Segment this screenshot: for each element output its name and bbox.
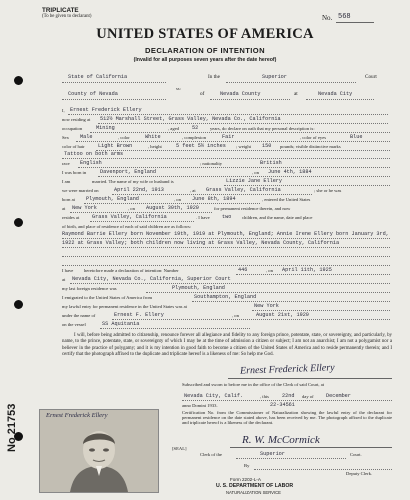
vessel: SS Aquitania bbox=[102, 321, 140, 327]
clerk-court-label: Court. bbox=[350, 452, 362, 457]
children-count: two bbox=[222, 214, 232, 220]
declarant-name: Ernest Frederick Ellery bbox=[70, 107, 142, 113]
color: White bbox=[145, 134, 161, 140]
age: 52 bbox=[192, 125, 199, 131]
declarant-signature: Ernest Frederick Ellery bbox=[239, 362, 335, 377]
photo-portrait bbox=[40, 410, 158, 492]
spouse-entry-date: August 30th, 1920 bbox=[146, 205, 199, 211]
lawful-entry-port: New York bbox=[254, 303, 279, 309]
declaration-document: TRIPLICATE (To be given to declarant) No. 568 UNITED STATES OF AMERICA DECLARATION OF INTENTION (Invalid for all purposes seven years after the date hereof) State of California County of Nevada ss: In the Superior Court of Nevada County at Nevada City I, Ernest Frederick Ellery now residing at 512½ Marshall Street, Grass Valley, Nevada Co., California occupation Mining , aged 52 years, do declare on oath that my personal description is: Sex Male , color White , complexion Fair , color of eyes Blue color of hair Light Brown , height 5 feet 5½ inches ; weight 150 pounds; visible distinctive marks Tattoo on both arms race English ; nationality British I was born in Davenport, England , on June 4th, 1884 I am married. The name of my wife or husband is Lizzie Jane Ellery we were married on April 22nd, 1913 , at Grass Valley, California ; she or he was born at Plymouth, England , on June 8th, 1894 , entered the United States at New York , on August 30th, 1920 for permanent residence therein, and now resides at Grass Valley, California . I have two children, and the name, date and place of birth, and place of residence of each of said children are as follows: Raymond Barrie Ellery born November 19th, 1919 at Plymouth, England; Annie Irene Ellery born January 3rd, 1922 at Grass Valley; both children now living at Grass Valley, Nevada County, California I have heretofore made a declaration of intention: Number 446 , on April 11th, 1925 at Nevada City, Nevada Co., California, Superior Court my last foreign residence was Plymouth, England I emigrated to the United States of America from Southampton, England my lawful entry for permanent residence in the United States was at New York under the name of Ernest F. Ellery , on August 21st, 1920 on the vessel SS Aquitania I will, before being admitted to citizenship, renounce forever all allegiance and fidelity to any foreign prince, potentate, state, or sovereignty, and particularly, by name, to the prince, potentate, state, or sovereignty of which I may be at the time of admission a citizen or subject; I am not an anarchist; I am not a polygamist nor a believer in the practice of polygamy; and it is my intention in good faith to become a citizen of the United States of America and to reside permanently therein; and I certify that the photograph affixed to the duplicate and triplicate hereof is a likeness of me: So help me God. Ernest Frederick Ellery Subscribed and sworn to before me in the office of the Clerk of said Court, at Nevada City, Calif. , this 22nd day of December anno Domini 1933. 22-34561 Certification No. from the Commissioner of Naturalization showing the lawful entry of the declarant for permanent residence on the date stated above, has been received by me. The photograph affixed to the duplicate and triplicate hereof is a likeness of the declarant. Ernest Frederick Ellery [SEAL] R. W. McCormick Clerk of the Superior Court. By Deputy Clerk. Form 2202-L-A U. S. DEPARTMENT OF LABOR NATURALIZATION SERVICE No 21753 bbox=[0, 0, 410, 500]
in-the-label: In the bbox=[208, 74, 220, 80]
weight: 150 bbox=[262, 143, 272, 149]
serial-prefix: No bbox=[6, 437, 18, 452]
document-subtitle: DECLARATION OF INTENTION bbox=[145, 46, 265, 55]
serial-number bbox=[6, 392, 20, 452]
of-label: of bbox=[200, 91, 205, 97]
spouse-entry-port: New York bbox=[72, 205, 97, 211]
spouse-birth-date: June 8th, 1894 bbox=[192, 196, 236, 202]
punch-hole bbox=[14, 76, 23, 85]
previous-declaration-date: April 11th, 1925 bbox=[282, 267, 332, 273]
at-label: at bbox=[294, 91, 298, 97]
children-details: Raymond Barrie Ellery born November 19th, 1919 at Plymouth, England; Annie Irene Ellery born January 3rd, 1922 at Grass Valley; both children now living at Grass Valley, Nevada County, California bbox=[62, 231, 389, 246]
court-label: Court bbox=[365, 74, 377, 80]
declarant-photo bbox=[39, 409, 159, 493]
venue-city: Nevada City bbox=[318, 91, 353, 97]
marriage-place: Grass Valley, California bbox=[206, 187, 281, 193]
hair: Light Brown bbox=[98, 143, 133, 149]
spouse-birthplace: Plymouth, England bbox=[86, 196, 139, 202]
validity-note: (Invalid for all purposes seven years after the date hereof) bbox=[133, 57, 277, 63]
document-title: UNITED STATES OF AMERICA bbox=[96, 26, 314, 42]
lawful-entry-name: Ernest F. Ellery bbox=[114, 312, 164, 318]
anno-domini: anno Domini 1933. bbox=[182, 403, 218, 408]
venue-court-county: Nevada County bbox=[220, 91, 261, 97]
venue-county: County of Nevada bbox=[68, 91, 118, 97]
subscribed-text: Subscribed and sworn to before me in the office of the Clerk of said Court, at bbox=[182, 382, 325, 387]
punch-hole bbox=[14, 300, 23, 309]
service-label: NATURALIZATION SERVICE bbox=[226, 490, 281, 495]
certification-number: 22-34561 bbox=[270, 402, 295, 408]
complexion: Fair bbox=[222, 134, 235, 140]
birthplace: Davenport, England bbox=[100, 169, 157, 175]
emigration-port: Southampton, England bbox=[194, 294, 257, 300]
triplicate-label: TRIPLICATE bbox=[42, 7, 79, 14]
lawful-entry-date: August 21st, 1920 bbox=[256, 312, 309, 318]
distinctive-marks: Tattoo on both arms bbox=[64, 151, 124, 157]
previous-declaration-place: Nevada City, Nevada Co., California, Superior Court bbox=[72, 276, 231, 282]
clerk-court: Superior bbox=[260, 451, 285, 457]
spouse-name: Lizzie Jane Ellery bbox=[226, 178, 283, 184]
form-number: Form 2202-L-A bbox=[230, 477, 261, 482]
deputy-label: Deputy Clerk. bbox=[346, 471, 373, 476]
seal-label: [SEAL] bbox=[172, 446, 187, 451]
sex: Male bbox=[80, 134, 93, 140]
marriage-date: April 22nd, 1913 bbox=[114, 187, 164, 193]
previous-declaration-number: 446 bbox=[238, 267, 248, 273]
race: English bbox=[80, 160, 102, 166]
intent-paragraph: I will, before being admitted to citizenship, renounce forever all allegiance and fidelity to any foreign prince, potentate, state, or sovereignty, and particularly, by name, to the prince, potentate, state, or sovereignty of which I may be at the time of admission a citizen or subject; I am not an anarchist; I am not a polygamist nor a believer in the practice of polygamy; and it is my intention in good faith to become a citizen of the United States of America and to reside permanently therein; and I certify that the photograph affixed to the duplicate and triplicate hereof is a likeness of me: So help me God. bbox=[62, 333, 392, 358]
birth-date: June 4th, 1884 bbox=[268, 169, 312, 175]
oath-place: Nevada City, Calif. bbox=[184, 393, 244, 399]
spouse-residence: Grass Valley, California bbox=[92, 214, 167, 220]
no-label: No. bbox=[322, 14, 333, 22]
department-label: U. S. DEPARTMENT OF LABOR bbox=[216, 483, 294, 489]
oath-month: December bbox=[326, 393, 351, 399]
venue-court: Superior bbox=[262, 74, 287, 80]
clerk-of-label: Clerk of the bbox=[200, 452, 222, 457]
certification-text: Certification No. from the Commissioner of Naturalization showing the lawful entry of the declarant for permanent residence on the date stated above, has been received by me. The photograph affixed to the duplicate and triplicate hereof is a likeness of the declarant. bbox=[182, 410, 392, 426]
by-label: By bbox=[244, 463, 250, 468]
photo-signature: Ernest Frederick Ellery bbox=[46, 412, 108, 419]
occupation: Mining bbox=[96, 125, 115, 131]
clerk-signature: R. W. McCormick bbox=[242, 434, 320, 446]
venue-state: State of California bbox=[68, 74, 128, 80]
triplicate-note: (To be given to declarant) bbox=[42, 14, 92, 19]
eyes: Blue bbox=[350, 134, 363, 140]
serial-value: 21753 bbox=[6, 403, 18, 435]
oath-day: 22nd bbox=[282, 393, 295, 399]
no-value: 568 bbox=[338, 13, 351, 21]
residence: 512½ Marshall Street, Grass Valley, Nevada Co., California bbox=[100, 116, 281, 122]
ss-label: ss: bbox=[176, 86, 181, 91]
nationality: British bbox=[260, 160, 282, 166]
punch-hole bbox=[14, 218, 23, 227]
last-foreign-residence: Plymouth, England bbox=[172, 285, 225, 291]
height: 5 feet 5½ inches bbox=[176, 143, 226, 149]
